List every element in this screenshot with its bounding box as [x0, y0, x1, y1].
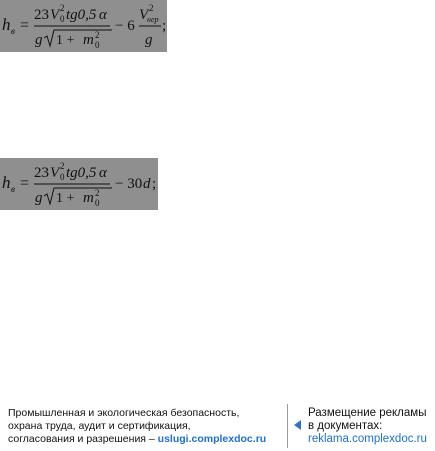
- footer-left-line-1: Промышленная и экологическая безопасность,: [8, 407, 240, 419]
- formula-sqrt-sign: [44, 30, 112, 46]
- formula-2-svg: [0, 158, 158, 210]
- formula-num-v-sub: 0: [60, 14, 65, 24]
- footer-left-line-3: [8, 433, 288, 446]
- formula-tail-v-sup: 2: [149, 3, 154, 13]
- formula-end: ;: [162, 18, 167, 34]
- formula-2: [0, 158, 158, 210]
- formula-1: [0, 0, 167, 52]
- formula-num-rest: tg0,5: [66, 7, 97, 23]
- formula-den-m-sub: 0: [95, 40, 100, 50]
- formula-num-v-sup: 2: [60, 161, 65, 171]
- formula-1-svg: [0, 0, 167, 52]
- footer-services-text: [8, 407, 288, 446]
- formula-tail: − 30: [115, 176, 143, 192]
- footer-left-line-2: охрана труда, аудит и сертификация,: [8, 420, 191, 432]
- reklama-link[interactable]: reklama.complexdoc.ru: [308, 433, 427, 445]
- formula-num-alpha: α: [99, 165, 107, 181]
- formula-end: ;: [152, 176, 157, 192]
- formula-num-v-sup: 2: [60, 3, 65, 13]
- footer-left-line-3-prefix: согласования и разрешения –: [8, 433, 158, 445]
- formula-den-g: g: [35, 32, 43, 48]
- formula-den-g: g: [35, 190, 43, 206]
- formula-num-coef: 23: [34, 165, 49, 181]
- formula-num-rest: tg0,5: [66, 165, 97, 181]
- formula-lhs-sub: в: [11, 184, 15, 194]
- formula-sqrt-sign: [44, 188, 112, 204]
- formula-lhs-var: h: [2, 15, 11, 34]
- formula-den-m-sup: 2: [95, 188, 100, 198]
- formula-tail-var: d: [143, 176, 151, 192]
- formula-den-one-plus: 1 +: [56, 191, 75, 206]
- formula-num-alpha: α: [99, 7, 107, 23]
- formula-num-v-sub: 0: [60, 172, 65, 182]
- formula-lhs-var: h: [2, 173, 11, 192]
- formula-den-one-plus: 1 +: [56, 33, 75, 48]
- formula-den-m: m: [83, 190, 94, 206]
- formula-tail-v: V: [139, 7, 149, 23]
- formula-tail-minus: − 6: [115, 18, 135, 34]
- triangle-left-icon: [294, 420, 301, 430]
- uslugi-link[interactable]: uslugi.complexdoc.ru: [157, 433, 267, 445]
- formula-den-m: m: [83, 32, 94, 48]
- formula-lhs-sub: в: [11, 26, 15, 36]
- footer-right-line-1: Размещение рекламы: [308, 407, 427, 419]
- formula-num-v: V: [50, 7, 60, 23]
- formula-num-v: V: [50, 165, 60, 181]
- footer-divider: [287, 404, 288, 448]
- formula-equals: =: [20, 17, 30, 34]
- footer-right-line-2: в документах:: [308, 420, 383, 432]
- formula-den-m-sub: 0: [95, 198, 100, 208]
- formula-num-coef: 23: [34, 7, 49, 23]
- footer-advertising-text: [308, 407, 435, 446]
- formula-tail-den: g: [145, 32, 153, 48]
- formula-den-m-sup: 2: [95, 30, 100, 40]
- formula-equals: =: [20, 175, 30, 192]
- formula-tail-v-sub: нер: [147, 15, 159, 24]
